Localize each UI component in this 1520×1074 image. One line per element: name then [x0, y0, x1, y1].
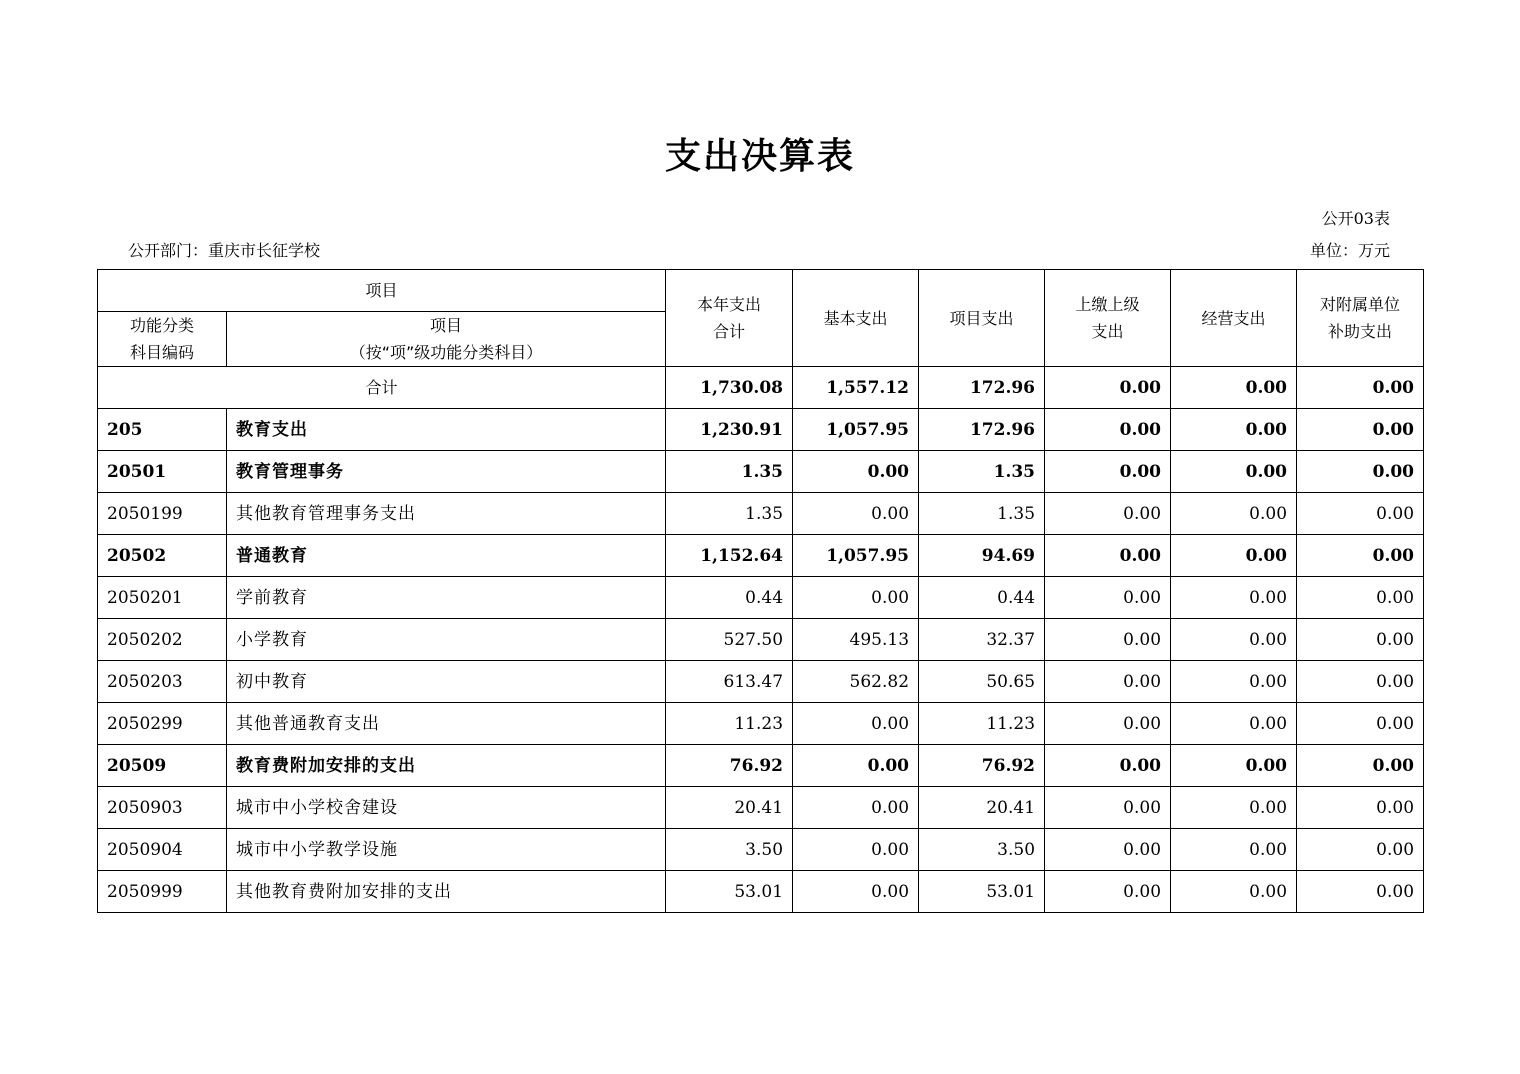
- row-code: 20501: [98, 451, 227, 493]
- row-value: 20.41: [919, 787, 1045, 829]
- total-value: 1,557.12: [793, 367, 919, 409]
- table-row: [98, 703, 1424, 745]
- row-code: 2050903: [98, 787, 227, 829]
- row-value: 32.37: [919, 619, 1045, 661]
- row-value: 0.00: [1297, 409, 1424, 451]
- total-row: [98, 367, 1424, 409]
- row-value: 53.01: [919, 871, 1045, 913]
- header-upper-line1: 上缴上级: [1075, 295, 1140, 314]
- header-total-line1: 本年支出: [697, 295, 762, 314]
- row-code: 2050202: [98, 619, 227, 661]
- row-value: 3.50: [919, 829, 1045, 871]
- table-row: [98, 661, 1424, 703]
- row-value: 1,152.64: [666, 535, 793, 577]
- total-label: 合计: [98, 367, 666, 409]
- row-value: 0.00: [1045, 493, 1171, 535]
- row-value: 0.00: [1045, 661, 1171, 703]
- row-value: 172.96: [919, 409, 1045, 451]
- row-value: 0.00: [1171, 451, 1297, 493]
- row-value: 0.00: [1297, 619, 1424, 661]
- table-row: [98, 787, 1424, 829]
- row-code: 2050999: [98, 871, 227, 913]
- row-code: 2050203: [98, 661, 227, 703]
- row-value: 0.44: [666, 577, 793, 619]
- form-number: 公开03表: [1321, 209, 1390, 228]
- row-value: 76.92: [919, 745, 1045, 787]
- table-row: [98, 535, 1424, 577]
- row-name: 普通教育: [227, 535, 666, 577]
- row-value: 0.00: [1171, 409, 1297, 451]
- row-code: 2050299: [98, 703, 227, 745]
- header-code-line1: 功能分类: [129, 316, 194, 335]
- row-name: 城市中小学校舍建设: [227, 787, 666, 829]
- row-value: 0.00: [1045, 619, 1171, 661]
- row-code: 20502: [98, 535, 227, 577]
- row-value: 0.00: [1171, 535, 1297, 577]
- row-value: 0.00: [1171, 745, 1297, 787]
- row-value: 0.00: [1297, 787, 1424, 829]
- row-value: 0.00: [1297, 451, 1424, 493]
- row-value: 0.00: [1297, 745, 1424, 787]
- row-value: 20.41: [666, 787, 793, 829]
- row-value: 1.35: [666, 451, 793, 493]
- header-item-group: 项目: [98, 270, 666, 312]
- header-upper: [1045, 270, 1171, 367]
- row-value: 0.00: [1297, 829, 1424, 871]
- total-value: 0.00: [1171, 367, 1297, 409]
- row-name: 教育费附加安排的支出: [227, 745, 666, 787]
- row-name: 教育支出: [227, 409, 666, 451]
- row-value: 0.00: [793, 745, 919, 787]
- row-value: 0.00: [1171, 787, 1297, 829]
- row-value: 0.00: [1171, 577, 1297, 619]
- total-value: 172.96: [919, 367, 1045, 409]
- department-label: 公开部门：重庆市长征学校: [128, 241, 321, 260]
- row-value: 0.00: [793, 871, 919, 913]
- row-name: 小学教育: [227, 619, 666, 661]
- expenditure-table: [97, 269, 1424, 913]
- total-value: 0.00: [1045, 367, 1171, 409]
- row-code: 20509: [98, 745, 227, 787]
- row-value: 613.47: [666, 661, 793, 703]
- row-value: 0.00: [1045, 787, 1171, 829]
- header-name-line2: （按“项”级功能分类科目）: [349, 343, 543, 362]
- row-value: 1,230.91: [666, 409, 793, 451]
- row-value: 0.00: [1171, 829, 1297, 871]
- row-value: 0.00: [1297, 703, 1424, 745]
- row-value: 1.35: [919, 493, 1045, 535]
- row-value: 0.00: [1297, 535, 1424, 577]
- total-value: 0.00: [1297, 367, 1424, 409]
- row-value: 0.00: [793, 703, 919, 745]
- row-code: 205: [98, 409, 227, 451]
- table-row: [98, 829, 1424, 871]
- row-value: 0.00: [793, 787, 919, 829]
- row-value: 0.00: [1045, 577, 1171, 619]
- row-value: 1.35: [919, 451, 1045, 493]
- row-code: 2050201: [98, 577, 227, 619]
- row-value: 0.00: [1297, 661, 1424, 703]
- header-subsidy: [1297, 270, 1424, 367]
- row-value: 495.13: [793, 619, 919, 661]
- row-value: 0.00: [1297, 871, 1424, 913]
- row-value: 1.35: [666, 493, 793, 535]
- header-subsidy-line2: 补助支出: [1328, 322, 1393, 341]
- total-value: 1,730.08: [666, 367, 793, 409]
- row-value: 0.00: [1045, 871, 1171, 913]
- table-row: [98, 745, 1424, 787]
- row-value: 94.69: [919, 535, 1045, 577]
- row-value: 0.00: [793, 451, 919, 493]
- row-value: 0.00: [793, 577, 919, 619]
- page-title: 支出决算表: [664, 136, 855, 177]
- row-value: 0.00: [1045, 409, 1171, 451]
- row-value: 0.00: [1045, 535, 1171, 577]
- row-value: 76.92: [666, 745, 793, 787]
- header-row-1: [98, 270, 1424, 312]
- table-row: [98, 871, 1424, 913]
- row-code: 2050199: [98, 493, 227, 535]
- row-name: 城市中小学教学设施: [227, 829, 666, 871]
- row-value: 3.50: [666, 829, 793, 871]
- header-code-line2: 科目编码: [129, 343, 194, 362]
- table-row: [98, 493, 1424, 535]
- header-name: [227, 312, 666, 367]
- header-total-line2: 合计: [713, 322, 746, 341]
- header-basic: 基本支出: [793, 270, 919, 367]
- table-row: [98, 451, 1424, 493]
- row-name: 初中教育: [227, 661, 666, 703]
- row-value: 0.00: [793, 493, 919, 535]
- row-code: 2050904: [98, 829, 227, 871]
- row-value: 0.00: [1297, 493, 1424, 535]
- row-name: 教育管理事务: [227, 451, 666, 493]
- row-name: 其他普通教育支出: [227, 703, 666, 745]
- header-business: 经营支出: [1171, 270, 1297, 367]
- table-row: [98, 577, 1424, 619]
- row-value: 53.01: [666, 871, 793, 913]
- header-total: [666, 270, 793, 367]
- row-value: 527.50: [666, 619, 793, 661]
- header-upper-line2: 支出: [1091, 322, 1124, 341]
- row-value: 0.44: [919, 577, 1045, 619]
- header-name-line1: 项目: [430, 316, 463, 335]
- row-value: 0.00: [1045, 829, 1171, 871]
- table-row: [98, 619, 1424, 661]
- row-value: 562.82: [793, 661, 919, 703]
- table-row: [98, 409, 1424, 451]
- row-value: 0.00: [1045, 703, 1171, 745]
- row-value: 0.00: [1171, 661, 1297, 703]
- row-value: 11.23: [666, 703, 793, 745]
- row-value: 0.00: [1045, 451, 1171, 493]
- row-name: 学前教育: [227, 577, 666, 619]
- row-value: 1,057.95: [793, 409, 919, 451]
- row-value: 0.00: [1045, 745, 1171, 787]
- row-value: 50.65: [919, 661, 1045, 703]
- header-code: [98, 312, 227, 367]
- row-name: 其他教育管理事务支出: [227, 493, 666, 535]
- row-value: 0.00: [1297, 577, 1424, 619]
- row-value: 1,057.95: [793, 535, 919, 577]
- unit-label: 单位：万元: [1309, 241, 1390, 260]
- row-value: 0.00: [793, 829, 919, 871]
- row-value: 0.00: [1171, 703, 1297, 745]
- row-value: 0.00: [1171, 619, 1297, 661]
- row-value: 11.23: [919, 703, 1045, 745]
- row-name: 其他教育费附加安排的支出: [227, 871, 666, 913]
- row-value: 0.00: [1171, 493, 1297, 535]
- header-subsidy-line1: 对附属单位: [1320, 295, 1401, 314]
- row-value: 0.00: [1171, 871, 1297, 913]
- header-project: 项目支出: [919, 270, 1045, 367]
